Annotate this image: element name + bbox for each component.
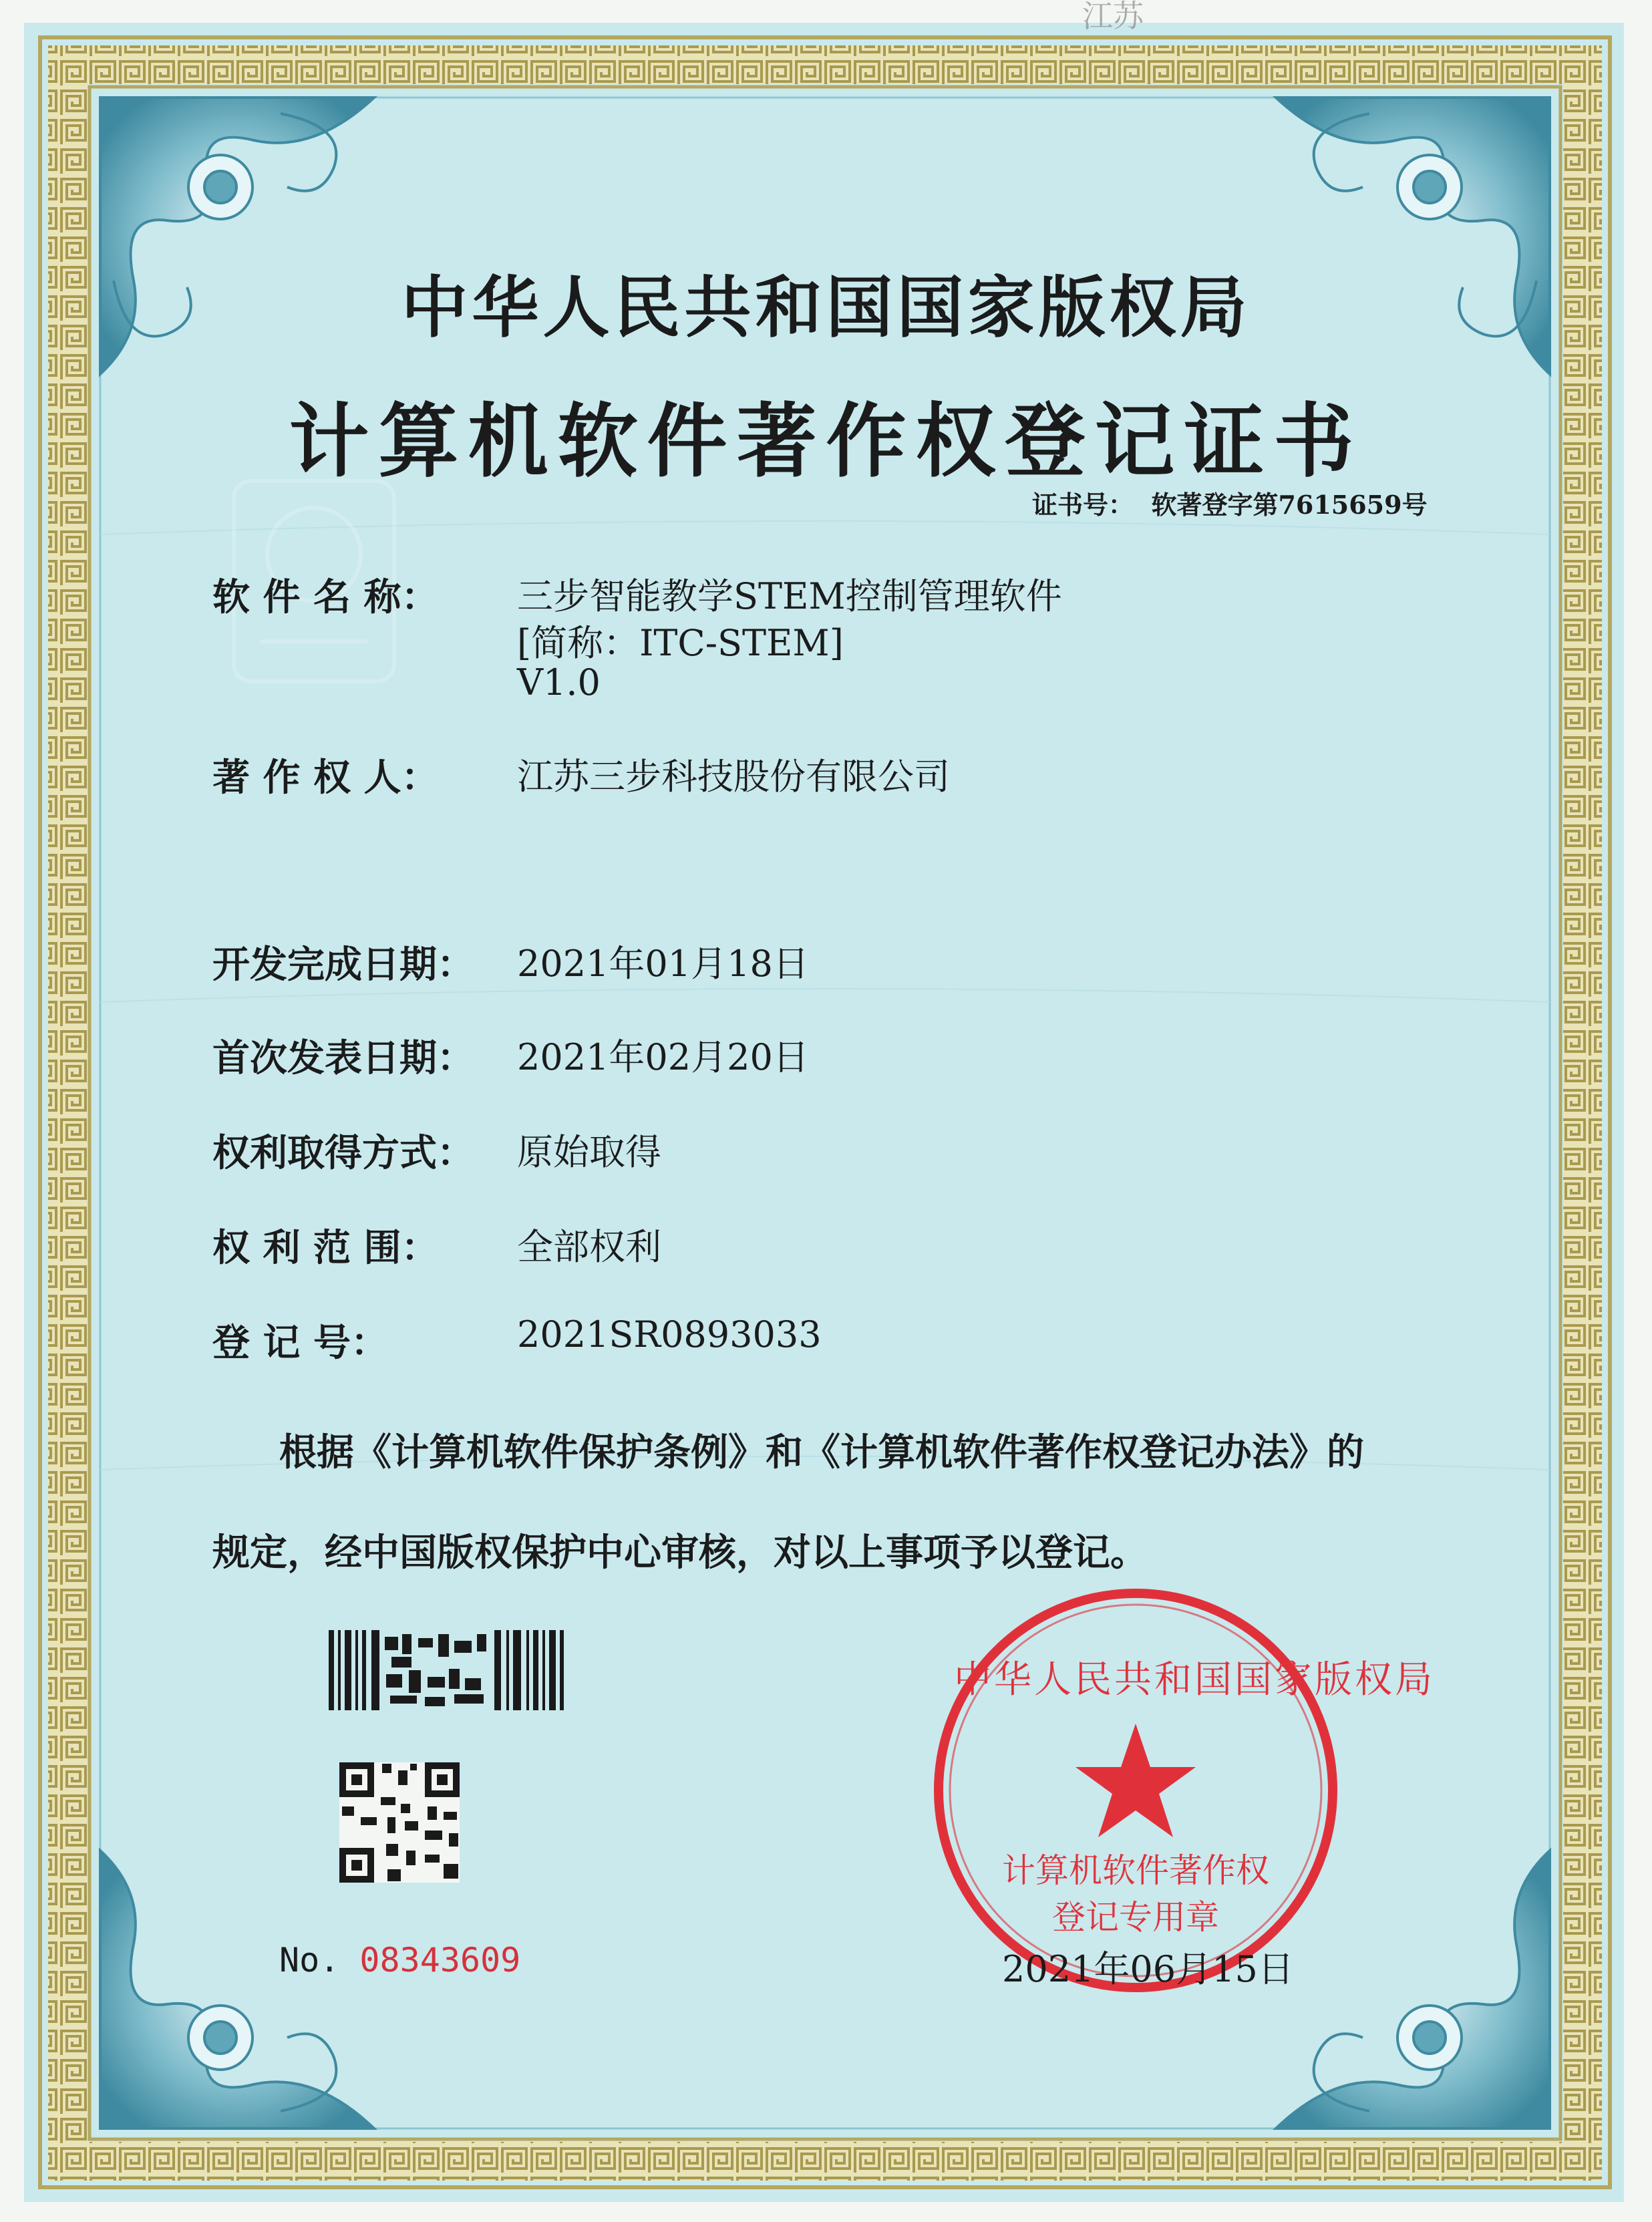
seal-ring-text: 中华人民共和国国家版权局 <box>954 1658 1435 1702</box>
serial-value: 08343609 <box>359 1941 521 1979</box>
field-value-software-version: V1.0 <box>517 661 601 703</box>
statement-line-2: 规定，经中国版权保护中心审核，对以上事项予以登记。 <box>212 1531 1148 1575</box>
statement-line-1: 根据《计算机软件保护条例》和《计算机软件著作权登记办法》的 <box>279 1430 1364 1474</box>
field-label-registration-number: 登 记 号： <box>212 1321 388 1365</box>
seal-line-1: 计算机软件著作权 <box>1002 1851 1269 1890</box>
issuing-authority: 中华人民共和国国家版权局 <box>401 268 1251 347</box>
field-label-development-date: 开发完成日期： <box>212 943 474 987</box>
serial-number <box>279 1941 520 1979</box>
certificate-number-value: 软著登字第7615659号 <box>1151 490 1428 520</box>
field-value-software-name: 三步智能教学STEM控制管理软件 <box>517 575 1062 617</box>
field-label-software-name: 软 件 名 称： <box>212 575 439 619</box>
field-value-development-date: 2021年01月18日 <box>517 943 809 985</box>
field-label-copyright-holder: 著 作 权 人： <box>212 756 439 800</box>
certificate-number <box>1032 484 1428 521</box>
serial-prefix: No. <box>279 1941 340 1979</box>
field-label-acquisition-method: 权利取得方式： <box>212 1131 474 1175</box>
issue-date: 2021年06月15日 <box>1002 1948 1294 1990</box>
field-value-copyright-holder: 江苏三步科技股份有限公司 <box>517 756 950 798</box>
field-label-publication-date: 首次发表日期： <box>212 1036 474 1080</box>
field-value-rights-scope: 全部权利 <box>517 1226 661 1268</box>
handwritten-mark: 江苏 <box>1082 0 1144 34</box>
field-value-registration-number: 2021SR0893033 <box>517 1313 822 1356</box>
certificate-title: 计算机软件著作权登记证书 <box>289 394 1363 488</box>
field-value-acquisition-method: 原始取得 <box>517 1131 661 1173</box>
field-label-rights-scope: 权 利 范 围： <box>212 1226 439 1270</box>
field-value-publication-date: 2021年02月20日 <box>517 1036 809 1078</box>
field-value-software-short-name: [简称：ITC-STEM] <box>517 622 844 664</box>
seal-line-2: 登记专用章 <box>1052 1898 1219 1937</box>
qr-code <box>339 1762 460 1883</box>
certificate-number-label: 证书号： <box>1032 490 1134 520</box>
